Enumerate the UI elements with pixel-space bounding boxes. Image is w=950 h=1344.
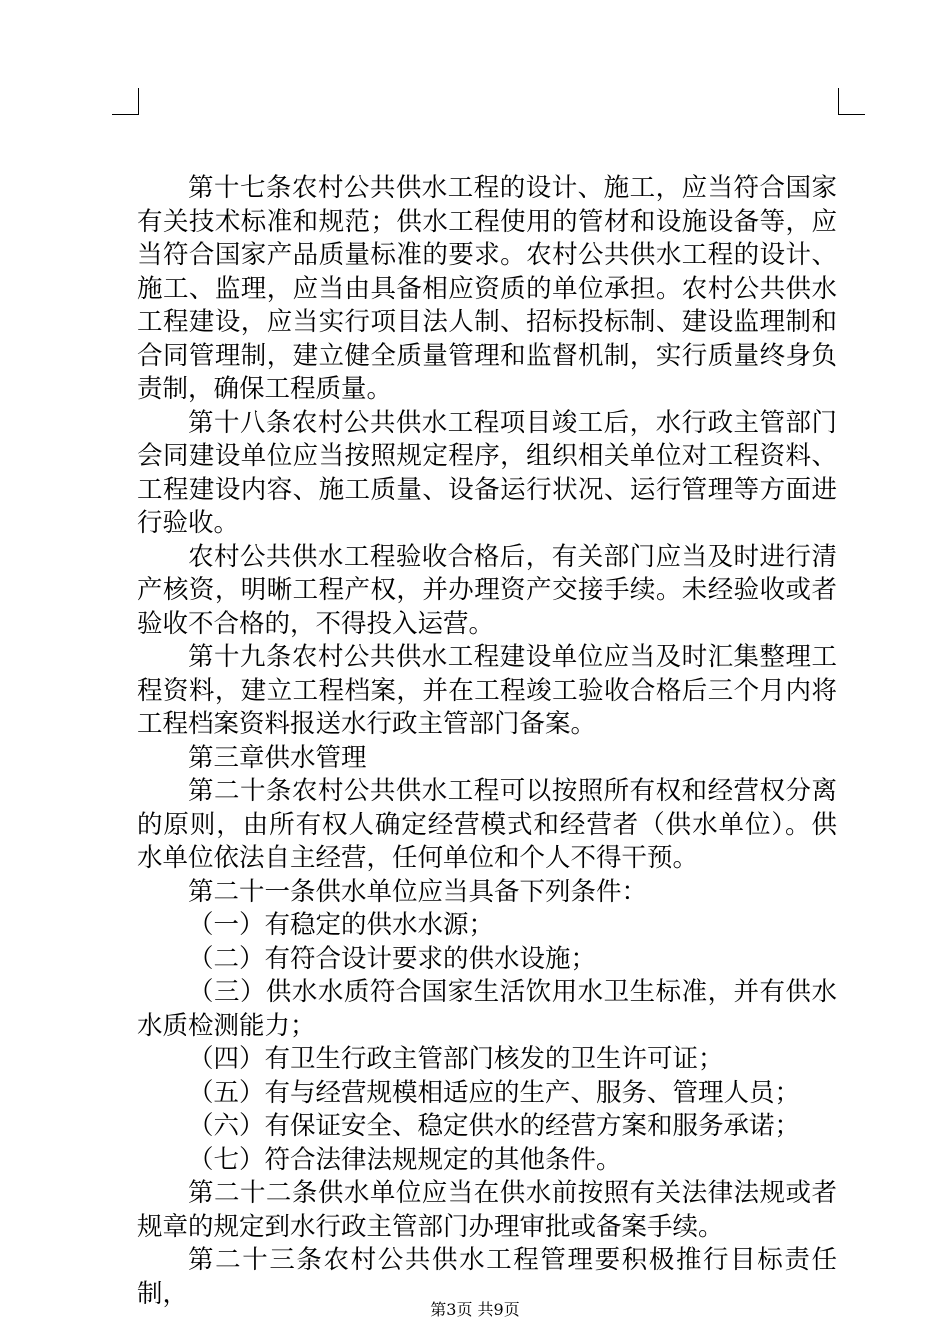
list-item-2: （二）有符合设计要求的供水设施；	[188, 943, 597, 974]
list-item-1: （一）有稳定的供水水源；	[188, 910, 495, 940]
list-item-6: （六）有保证安全、稳定供水的经营方案和服务承诺；	[188, 1111, 801, 1141]
paragraph-article-21: 第二十一条供水单位应当具备下列条件：	[188, 876, 648, 907]
paragraph-article-22: 第二十二条供水单位应当在供水前按照有关法律法规或者规章的规定到水行政主管部门办理审批或备案手续。	[137, 1178, 837, 1242]
list-item-4: （四）有卫生行政主管部门核发的卫生许可证；	[188, 1044, 724, 1074]
paragraph-article-18: 第十八条农村公共供水工程项目竣工后，水行政主管部门会同建设单位应当按照规定程序，组织相关单位对工程资料、工程建设内容、施工质量、设备运行状况、运行管理等方面进行验收。	[137, 407, 837, 538]
paragraph-acceptance: 农村公共供水工程验收合格后，有关部门应当及时进行清产核资，明晰工程产权，并办理资产交接手续。未经验收或者验收不合格的，不得投入运营。	[137, 541, 837, 639]
paragraph-article-23: 第二十三条农村公共供水工程管理要积极推行目标责任制，	[137, 1245, 837, 1309]
chapter-heading: 第三章供水管理	[188, 742, 367, 773]
paragraph-article-17: 第十七条农村公共供水工程的设计、施工，应当符合国家有关技术标准和规范；供水工程使用的管材和设施设备等，应当符合国家产品质量标准的要求。农村公共供水工程的设计、施工、监理，应当由具备相应资质的单位承担。农村公共供水工程建设，应当实行项目法人制、招标投标制、建设监理制和合同管理制，建立健全质量管理和监督机制，实行质量终身负责制，确保工程质量。	[137, 173, 837, 404]
list-item-7: （七）符合法律法规规定的其他条件。	[188, 1144, 622, 1175]
crop-mark-top-left	[112, 88, 139, 115]
list-item-3: （三）供水水质符合国家生活饮用水卫生标准，并有供水水质检测能力；	[137, 977, 837, 1041]
paragraph-article-20: 第二十条农村公共供水工程可以按照所有权和经营权分离的原则，由所有权人确定经营模式和经营者（供水单位）。供水单位依法自主经营，任何单位和个人不得干预。	[137, 776, 837, 873]
crop-mark-top-right	[838, 88, 865, 115]
paragraph-article-19: 第十九条农村公共供水工程建设单位应当及时汇集整理工程资料，建立工程档案，并在工程竣工验收合格后三个月内将工程档案资料报送水行政主管部门备案。	[137, 642, 837, 739]
page-footer: 第3页 共9页	[430, 1300, 520, 1319]
document-body	[137, 172, 837, 1311]
list-item-5: （五）有与经营规模相适应的生产、服务、管理人员；	[188, 1077, 801, 1108]
